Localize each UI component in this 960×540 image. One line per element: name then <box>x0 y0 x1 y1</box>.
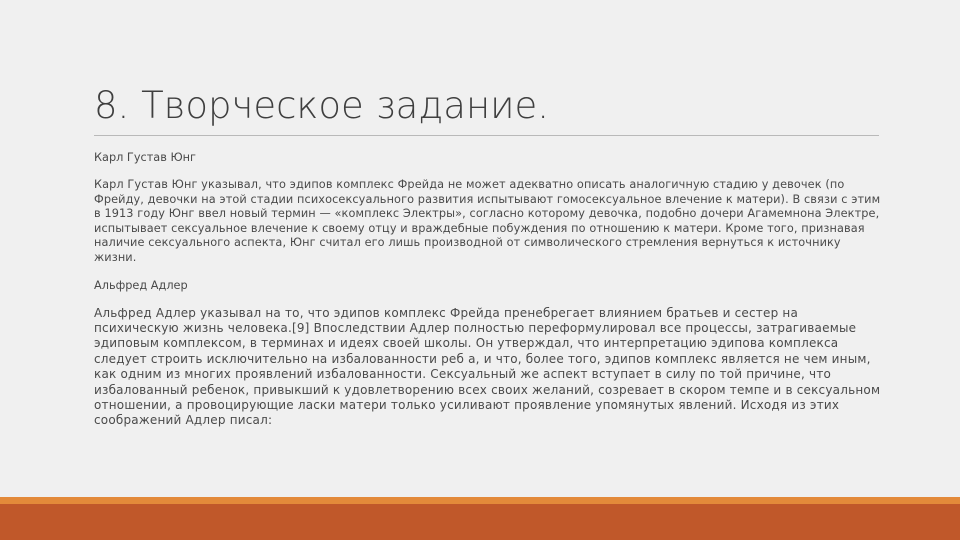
section-text-adler: Альфред Адлер указывал на то, что эдипов комплекс Фрейда пренебрегает влиянием братьев и сестер на психическую жизнь человека.[9] Впоследствии Адлер полностью переформулировал все процессы, затрагиваемые эдиповым комплексом, в терминах и идеях своей школы. Он утверждал, что интерпретацию эдипова комплекса следует строить исключительно на избалованности реб а, и что, более того, эдипов комплекс является не чем иным, как одним из многих проявлений избалованности. Сексуальный же аспект вступает в силу по той причине, что избалованный ребенок, привыкший к удовлетворению всех своих желаний, созревает в скором темпе и в сексуальном отношении, а провоцирующие ласки матери только усиливают проявление упомянутых явлений. Исходя из этих соображений Адлер писал: <box>94 305 881 428</box>
section-heading-adler: Альфред Адлер <box>94 278 188 292</box>
footer-accent-stripe <box>0 497 960 504</box>
footer-accent-bar <box>0 504 960 540</box>
slide-title: 8. Творческое задание. <box>94 84 550 127</box>
slide-body <box>94 150 882 441</box>
section-heading-jung: Карл Густав Юнг <box>94 151 196 164</box>
section-text-jung: Карл Густав Юнг указывал, что эдипов комплекс Фрейда не может адекватно описать аналогичную стадию у девочек (по Фрейду, девочки на этой стадии психосексуального развития испытывают гомосексуальное влечение к матери). В связи с этим в 1913 году Юнг ввел новый термин — «комплекс Электры», согласно которому девочка, подобно дочери Агамемнона Электре, испытывает сексуальное влечение к своему отцу и враждебные побуждения по отношению к матери. Кроме того, признавая наличие сексуального аспекта, Юнг считал его лишь производной от символического стремления вернуться к источнику жизни. <box>94 178 881 264</box>
title-divider <box>94 135 879 136</box>
